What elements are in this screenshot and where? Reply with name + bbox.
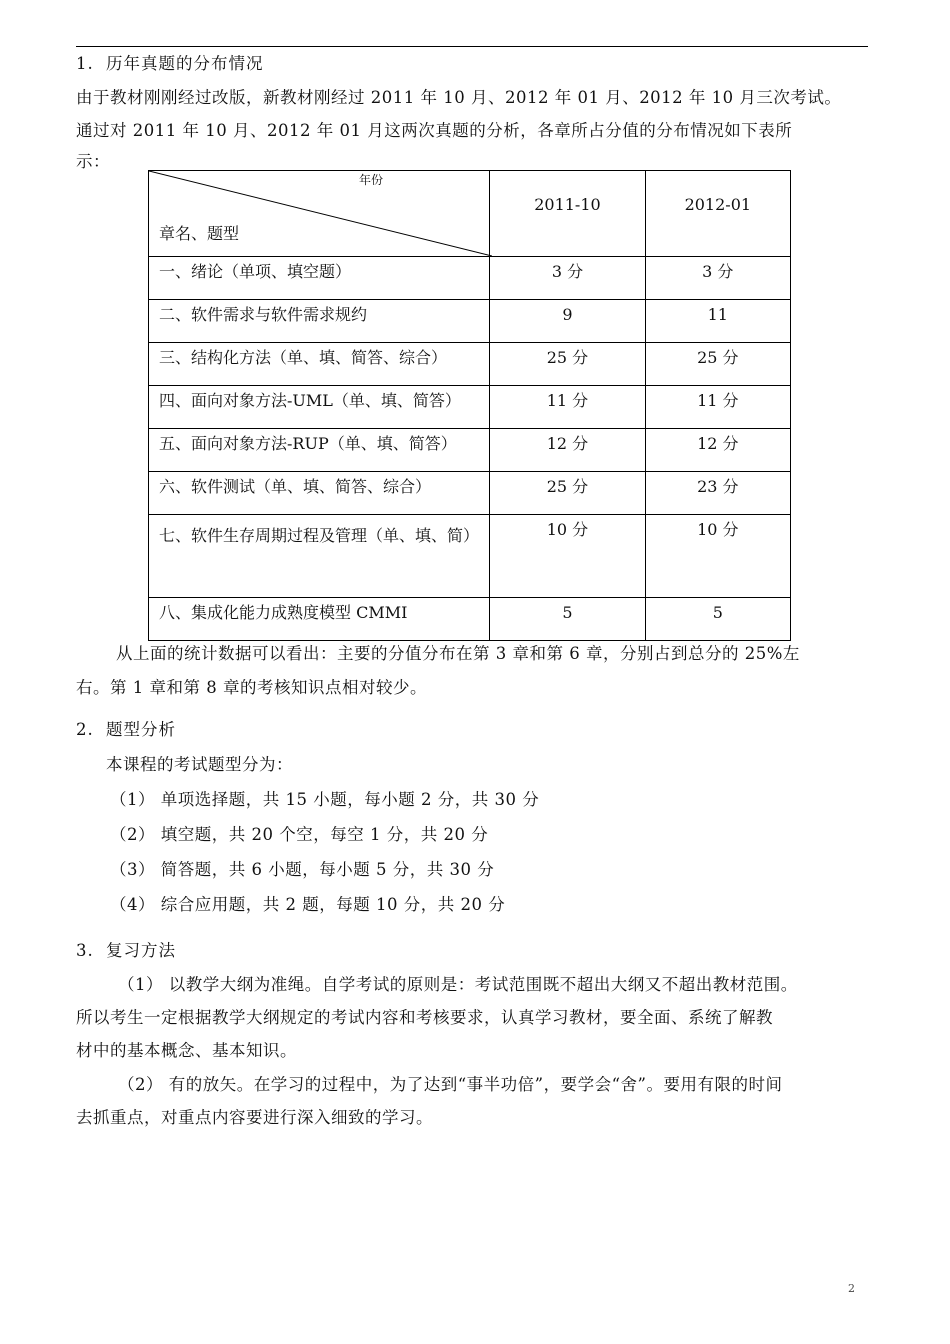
table-row xyxy=(149,598,791,641)
score-2012-cell: 11 xyxy=(645,300,790,343)
section-2-intro: 本课程的考试题型分为： xyxy=(106,755,293,774)
top-rule xyxy=(76,46,868,47)
score-2012-cell: 11 分 xyxy=(645,386,790,429)
section-3-para2-line-1: （2） 有的放矢。在学习的过程中，为了达到“事半功倍”，要学会“舍”。要用有限的时间 xyxy=(118,1075,783,1094)
section-1-para-line-3: 示： xyxy=(76,152,110,171)
section-3-para1-line-1: （1） 以教学大纲为准绳。自学考试的原则是：考试范围既不超出大纲又不超出教材范围。 xyxy=(118,975,798,994)
table-row xyxy=(149,300,791,343)
year-header-2012-01: 2012-01 xyxy=(645,171,790,257)
chapter-cell: 一、绪论（单项、填空题） xyxy=(149,257,490,300)
section-1-para-line-1: 由于教材刚刚经过改版，新教材刚经过 2011 年 10 月、2012 年 01 月、2012 年 10 月三次考试。 xyxy=(76,88,842,107)
chapter-cell: 五、面向对象方法-RUP（单、填、简答） xyxy=(149,429,490,472)
section-3-para1-line-3: 材中的基本概念、基本知识。 xyxy=(76,1041,297,1060)
section-3-heading xyxy=(76,937,176,961)
section-1-title: 历年真题的分布情况 xyxy=(106,54,264,73)
score-2011-cell: 10 分 xyxy=(490,515,645,598)
section-3-title: 复习方法 xyxy=(106,941,176,960)
section-2-title: 题型分析 xyxy=(106,720,176,739)
score-2012-cell: 25 分 xyxy=(645,343,790,386)
table-row xyxy=(149,257,791,300)
chapter-cell: 七、软件生存周期过程及管理（单、填、简） xyxy=(149,515,490,598)
section-2-heading xyxy=(76,716,176,740)
score-2011-cell: 11 分 xyxy=(490,386,645,429)
score-2012-cell: 23 分 xyxy=(645,472,790,515)
summary-line-2: 右。第 1 章和第 8 章的考核知识点相对较少。 xyxy=(76,678,427,697)
chapter-cell: 四、面向对象方法-UML（单、填、简答） xyxy=(149,386,490,429)
score-2011-cell: 9 xyxy=(490,300,645,343)
table-row xyxy=(149,515,791,598)
section-3-para2-line-2: 去抓重点，对重点内容要进行深入细致的学习。 xyxy=(76,1108,433,1127)
table-row xyxy=(149,429,791,472)
table-row xyxy=(149,386,791,429)
score-2011-cell: 25 分 xyxy=(490,343,645,386)
corner-year-label: 年份 xyxy=(359,173,384,187)
chapter-cell: 六、软件测试（单、填、简答、综合） xyxy=(149,472,490,515)
corner-chapter-label: 章名、题型 xyxy=(159,224,240,243)
section-3-number: 3. xyxy=(76,941,94,960)
question-type-item: （1） 单项选择题，共 15 小题，每小题 2 分，共 30 分 xyxy=(110,790,540,809)
section-2-number: 2. xyxy=(76,720,94,739)
chapter-cell: 二、软件需求与软件需求规约 xyxy=(149,300,490,343)
question-type-item: （2） 填空题，共 20 个空，每空 1 分，共 20 分 xyxy=(110,825,489,844)
table-header-row xyxy=(149,171,791,257)
section-1-number: 1. xyxy=(76,54,94,73)
chapter-cell: 八、集成化能力成熟度模型 CMMI xyxy=(149,598,490,641)
score-2011-cell: 3 分 xyxy=(490,257,645,300)
score-2012-cell: 5 xyxy=(645,598,790,641)
section-1-heading xyxy=(76,50,264,74)
score-2012-cell: 10 分 xyxy=(645,515,790,598)
question-type-item: （3） 简答题，共 6 小题，每小题 5 分，共 30 分 xyxy=(110,860,495,879)
score-distribution-table xyxy=(148,170,791,641)
table-corner-cell xyxy=(149,171,490,257)
year-header-2011-10: 2011-10 xyxy=(490,171,645,257)
table-row xyxy=(149,472,791,515)
score-2011-cell: 25 分 xyxy=(490,472,645,515)
score-2012-cell: 3 分 xyxy=(645,257,790,300)
summary-line-1: 从上面的统计数据可以看出：主要的分值分布在第 3 章和第 6 章，分别占到总分的 25%左 xyxy=(116,644,800,663)
score-2012-cell: 12 分 xyxy=(645,429,790,472)
table-row xyxy=(149,343,791,386)
section-3-para1-line-2: 所以考生一定根据教学大纲规定的考试内容和考核要求，认真学习教材，要全面、系统了解教 xyxy=(76,1008,773,1027)
chapter-cell: 三、结构化方法（单、填、简答、综合） xyxy=(149,343,490,386)
section-1-para-line-2: 通过对 2011 年 10 月、2012 年 01 月这两次真题的分析，各章所占分值的分布情况如下表所 xyxy=(76,121,793,140)
score-2011-cell: 12 分 xyxy=(490,429,645,472)
question-type-item: （4） 综合应用题，共 2 题，每题 10 分，共 20 分 xyxy=(110,895,506,914)
score-2011-cell: 5 xyxy=(490,598,645,641)
page-number: 2 xyxy=(848,1282,855,1295)
